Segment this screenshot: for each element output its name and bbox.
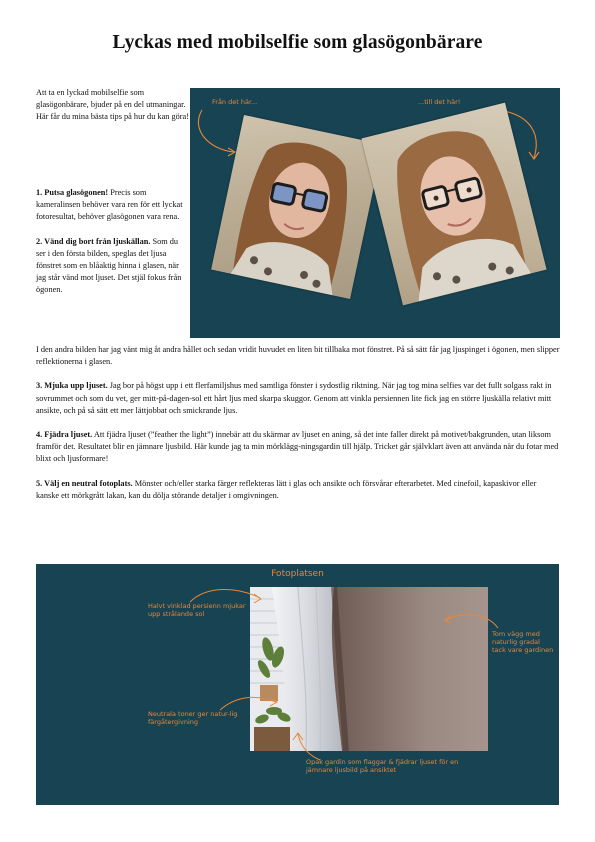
tip-4-text: Att fjädra ljuset (”feather the light”) innebär att du skärmar av ljuset en aning, så det inte faller direkt på motivet/bakgrunden, utan liksom framför det. Resultatet blir en jämnare ljusbild. Här kunde jag ta min mörklägg-ningsgardin till hjälp. Tricket går självklart även att använda när du fotar med blixt och ljusformare! <box>36 430 559 464</box>
note-curtain: Opak gardin som flaggar & fjädrar ljuset för en jämnare ljusbild på ansiktet <box>306 758 459 774</box>
tip-1-text: Precis som kameralinsen behöver vara ren för ett lyckat fotoresultat, behöver glasögonen vara rena. <box>36 188 183 222</box>
note-blinds: Halvt vinklad persienn mjukar upp strålande sol <box>148 602 246 618</box>
tips-left-column <box>36 187 188 297</box>
tip-5-heading: 5. Välj en neutral fotoplats. <box>36 478 133 488</box>
tip-2-heading: 2. Vänd dig bort från ljuskällan. <box>36 236 151 246</box>
label-before: Från det här... <box>212 98 258 106</box>
tip-5-text: Mönster och/eller starka färger reflekteras lätt i glas och ansikte och försvårar efterarbetet. Med cinefoil, kapaskivor eller kanske ett mörkgrått lakan, kan du dölja störande detaljer i omgivningen. <box>36 478 537 500</box>
intro-text <box>36 87 196 124</box>
tip-3-heading: 3. Mjuka upp ljuset. <box>36 381 108 391</box>
photo-location-panel <box>36 564 559 805</box>
panel-heading: Fotoplatsen <box>271 569 324 579</box>
intro-line-1: Att ta en lyckad mobilselfie som glasögonbärare, bjuder på en del utmaningar. <box>36 88 186 110</box>
arrow-icon <box>276 730 326 764</box>
tip-4 <box>36 429 560 466</box>
note-wall: Tom vägg med naturlig gradal tack vare gardinen <box>492 630 554 654</box>
note-tones: Neutrala toner ger natur-lig färgåtergivning <box>148 710 238 726</box>
arrow-icon <box>216 692 286 714</box>
tip-4-heading: 4. Fjädra ljuset. <box>36 430 93 440</box>
tip-3 <box>36 380 560 417</box>
tips-wide-column <box>36 344 560 502</box>
before-after-panel <box>190 88 560 338</box>
tip-1 <box>36 187 188 224</box>
tip-1-heading: 1. Putsa glasögonen! <box>36 188 109 197</box>
arrow-icon <box>436 610 506 632</box>
tip-2-text: Som du ser i den första bilden, speglas det ljusa fönstret som en blåaktig hinna i glasen, när jag står vänd mot ljuset. Det stjäl fokus från ögonen. <box>36 236 182 295</box>
arrow-icon <box>186 584 276 614</box>
tip-2-continuation: I den andra bilden har jag vänt mig åt andra hållet och sedan vridit huvudet en liten bit tillbaka mot fönstret. På så sätt får jag ljuspinget i ögonen, men slipper reflektionerna i glasen. <box>36 345 560 367</box>
tip-2 <box>36 236 188 297</box>
intro-line-2: Här får du mina bästa tips på hur du kan göra! <box>36 112 189 122</box>
page-title: Lyckas med mobilselfie som glasögonbärare <box>112 32 483 53</box>
tip-5 <box>36 478 560 502</box>
label-after: ...till det här! <box>418 98 461 106</box>
tip-3-text: Jag bor på högst upp i ett flerfamiljshus med samtliga fönster i sydostlig riktning. När jag tog mina selfies var det fullt solgass rakt in sovrummet och som du vet, ger mitt-på-dagen-sol ett hårt ljus med skarpa skuggor. Genom att vinkla persiennen lite fick jag en större ljuskälla relativt mitt ansikte, och på så sätt ett mer lättjobbat och smickrande ljus. <box>36 381 552 415</box>
